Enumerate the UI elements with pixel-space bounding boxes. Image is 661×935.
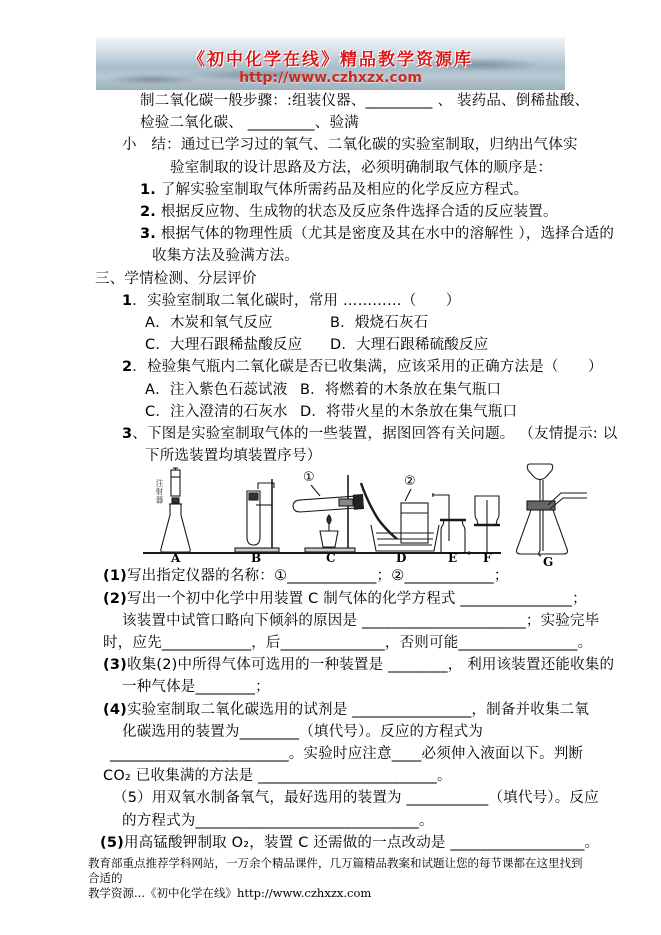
- apparatus-c-heated-tube: [293, 475, 364, 552]
- apparatus-e-gas-bottle: [432, 493, 466, 553]
- summary-label: 小 结：: [122, 137, 181, 154]
- q2-option-c: C．注入澄清的石灰水: [145, 403, 288, 420]
- apparatus-a-flask-syringe: [161, 468, 191, 552]
- apparatus-label-f: F: [483, 551, 492, 566]
- point-1-num: 1.: [140, 181, 156, 198]
- steps-line-2: 检验二氧化碳、 _________、验满: [140, 115, 359, 132]
- apparatus-diagram: [95, 467, 595, 570]
- subq-4-line-2: 化碳选用的装置为________（填代号）。反应的方程式为: [122, 723, 484, 740]
- question-2-options-cd: [95, 401, 595, 423]
- subq-3-line-2: 一种气体是________；: [122, 679, 270, 696]
- subq-5b: (5)用高锰酸钾制取 O₂，装置 C 还需做的一点改动是 __________________。: [100, 834, 600, 851]
- point-2-num: 2.: [140, 204, 156, 221]
- callout-2: ②: [404, 474, 416, 490]
- subq-2-line-3: 时，应先____________，后______________，否则可能________________。: [103, 635, 593, 652]
- question-3: 3、下图是实验室制取气体的一些装置，据图回答有关问题。 （友情提示: 以: [122, 426, 618, 443]
- q2-option-b: B．将燃着的木条放在集气瓶口: [300, 381, 502, 398]
- syringe-label: 注射器: [155, 479, 164, 505]
- subq-5a-line-2: 的方程式为______________________________。: [122, 812, 434, 829]
- q1-option-a: A．木炭和氧气反应: [145, 315, 273, 332]
- q1-option-c: C．大理石跟稀盐酸反应: [145, 337, 303, 354]
- subq-4-line-3: ________________________。实验时应注意____必须伸入液面以下。判断: [110, 746, 584, 763]
- footer-url: http://www.czhxzx.com: [236, 886, 372, 900]
- summary-line-1: [95, 134, 595, 156]
- question-1-options-cd: [95, 334, 595, 356]
- question-2-options-ab: [95, 379, 595, 401]
- banner-url: http://www.czhxzx.com: [239, 70, 422, 86]
- apparatus-b-tube-stand: [235, 479, 279, 552]
- section-title: 三、学情检测、分层评价: [95, 270, 257, 287]
- apparatus-label-g: G: [543, 555, 554, 570]
- summary-line-2: 验室制取的设计思路及方法，必须明确制取气体的顺序是：: [170, 159, 553, 176]
- footer-line-1: 教育部重点推荐学科网站，一万余个精品课件，几万篇精品教案和试题让您的每节课都在这里找到合适的: [88, 856, 583, 885]
- callout-1: ①: [303, 470, 315, 486]
- apparatus-label-e: E: [448, 551, 458, 566]
- apparatus-label-c: C: [326, 551, 336, 566]
- apparatus-label-a: A: [171, 551, 181, 566]
- question-1: 1．实验室制取二氧化碳时，常用 …………（ ）: [122, 292, 461, 309]
- steps-line-1: 制二氧化碳一般步骤：:组装仪器、_________ 、 装药品、倒稀盐酸、: [140, 93, 590, 109]
- apparatus-label-d: D: [396, 551, 407, 566]
- subq-2-line-2: 该装置中试管口略向下倾斜的原因是 ______________________；实验完毕: [122, 612, 600, 629]
- point-2: 2. 根据反应物、生成物的状态及反应条件选择合适的反应装置。: [140, 204, 558, 221]
- subq-3: (3)收集(2)中所得气体可选用的一种装置是 ________， 利用该装置还能收集的: [103, 657, 615, 674]
- point-3-cont: 收集方法及验满方法。: [152, 248, 299, 265]
- question-1-options-ab: [95, 312, 595, 334]
- q1-option-d: D．大理石跟稀硫酸反应: [330, 337, 489, 354]
- apparatus-f-inverted-bottle: [469, 496, 500, 555]
- subq-1: (1)写出指定仪器的名称：①____________；②____________；: [103, 568, 509, 585]
- q1-option-b: B．煅烧石灰石: [330, 315, 429, 332]
- apparatus-label-b: B: [251, 551, 262, 566]
- banner-title: 《初中化学在线》精品教学资源库: [188, 50, 473, 70]
- subq-2: (2)写出一个初中化学中用装置 C 制气体的化学方程式 _______________；: [103, 590, 587, 607]
- point-3: 3. 根据气体的物理性质（尤其是密度及其在水中的溶解性 ），选择合适的: [140, 226, 615, 243]
- apparatus-g-drawing: [503, 461, 598, 565]
- point-1: 1. 了解实验室制取气体所需药品及相应的化学反应方程式。: [140, 181, 529, 198]
- footer-line-2: 教学资源...《初中化学在线》http://www.czhxzx.com: [88, 886, 372, 900]
- q2-option-d: D．将带火星的木条放在集气瓶口: [300, 403, 518, 420]
- point-3-num: 3.: [140, 226, 156, 243]
- question-3-cont: 下所选装置均填装置序号）: [145, 448, 322, 465]
- site-banner: [96, 37, 565, 90]
- q2-option-a: A．注入紫色石蕊试液: [145, 381, 288, 398]
- question-2: 2．检验集气瓶内二氧化碳是否已收集满，应该采用的正确方法是（ ）: [122, 359, 603, 376]
- subq-4: (4)实验室制取二氧化碳选用的试剂是 ________________，制备并收集二氧: [103, 701, 590, 718]
- page-footer: [88, 856, 588, 901]
- summary-text: 通过已学习过的氧气、二氧化碳的实验室制取，归纳出气体实: [180, 137, 578, 154]
- apparatus-d-water-trough: [361, 483, 439, 551]
- subq-5a: （5）用双氧水制备氧气，最好选用的装置为 ___________（填代号）。反应: [113, 790, 599, 807]
- subq-4-line-4: CO₂ 已收集满的方法是 ________________________。: [103, 768, 452, 785]
- worksheet-body: [95, 90, 618, 854]
